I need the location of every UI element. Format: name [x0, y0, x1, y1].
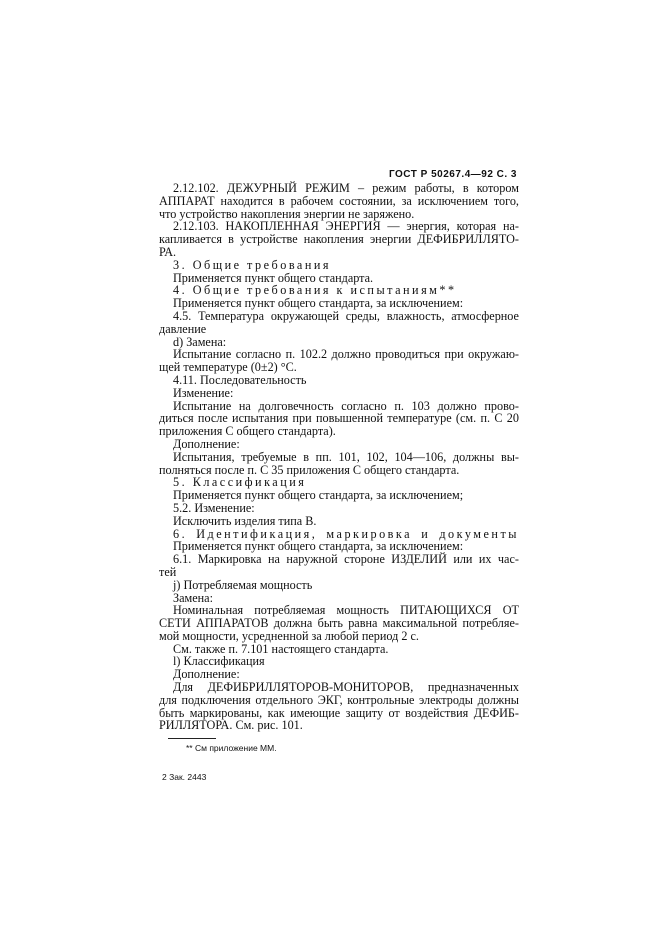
text-line: Исключить изделия типа В. — [173, 513, 317, 528]
word: ДЕФИБРИЛЛЯТОРОВ-МОНИТОРОВ, — [207, 680, 414, 695]
word: за — [401, 193, 412, 208]
word: ДЕФИБ- — [473, 705, 519, 720]
word: предназначенных — [427, 680, 519, 695]
word: имеющие — [290, 705, 341, 720]
word: в — [462, 181, 469, 195]
word: окружающей — [270, 308, 339, 323]
word: как — [267, 705, 285, 720]
word: 20 — [506, 411, 519, 426]
word: Испытание — [173, 347, 232, 362]
text-line: 5.2. Изменение: — [173, 500, 255, 515]
word: состоянии, — [339, 193, 396, 208]
word: диться — [159, 411, 194, 426]
word: исключением — [417, 193, 488, 208]
word: – — [358, 181, 365, 195]
word: отдельного — [255, 692, 314, 707]
footnote: ** См приложение ММ. — [186, 743, 277, 753]
text-line — [159, 553, 519, 566]
word: документы — [439, 526, 519, 541]
word: ДЕЖУРНЫЙ — [226, 181, 297, 195]
text-line: 3. Общие требования — [173, 257, 331, 272]
word: энергия, — [406, 219, 450, 234]
word: окружаю- — [468, 347, 519, 362]
word: быть — [159, 705, 185, 720]
word: влажность, — [386, 308, 445, 323]
word: при — [292, 411, 312, 426]
word: устройстве — [240, 232, 298, 247]
word: или — [453, 552, 473, 567]
text-line: давление — [159, 321, 207, 336]
text-line: щей температуре (0±2) °С. — [159, 360, 297, 375]
text-line: приложения С общего стандарта). — [159, 424, 336, 439]
word: на- — [502, 219, 519, 234]
text-line: Применяется пункт общего стандарта, за исключением: — [173, 296, 464, 311]
word: час- — [497, 552, 519, 567]
word: 102, — [366, 449, 388, 464]
order-number: 2 Зак. 2443 — [162, 772, 207, 782]
word: в — [278, 193, 285, 208]
text-line: l) Классификация — [173, 654, 265, 669]
word: требуемые — [241, 449, 297, 464]
word: ОТ — [502, 603, 519, 618]
text-line: Применяется пункт общего стандарта, за исключением: — [173, 539, 464, 554]
word: стороне — [344, 552, 385, 567]
word: должно — [331, 347, 371, 362]
word: и — [421, 526, 431, 541]
word: в — [228, 232, 234, 247]
word: СЕТИ — [159, 616, 191, 631]
text-line: тей — [159, 564, 177, 579]
text-line: Применяется пункт общего стандарта. — [173, 270, 374, 285]
text-line: j) Потребляемая мощность — [173, 577, 313, 592]
word: рабочем — [290, 193, 334, 208]
word: энергии — [369, 232, 412, 247]
word: температуре — [387, 411, 452, 426]
word: быть — [317, 616, 343, 631]
word: которая — [456, 219, 497, 234]
word: С — [494, 411, 503, 426]
text-line — [159, 195, 519, 208]
text-line: Дополнение: — [173, 667, 240, 682]
text-line: См. также п. 7.101 настоящего стандарта. — [173, 641, 389, 656]
text-line — [159, 233, 519, 246]
word: вы- — [500, 449, 519, 464]
word: капливается — [159, 232, 223, 247]
word: — — [387, 219, 400, 234]
word: их — [478, 552, 492, 567]
word: подключения — [181, 692, 251, 707]
text-line — [159, 681, 519, 694]
word: должны — [477, 692, 519, 707]
word: 4.5. — [173, 308, 192, 323]
word: п. — [285, 347, 296, 362]
word: ИЗДЕЛИЙ — [391, 552, 447, 567]
text-line — [159, 451, 519, 464]
word: потребляемая — [254, 603, 326, 618]
word: равна — [348, 616, 378, 631]
word: Маркировка — [197, 552, 262, 567]
word: от — [388, 705, 400, 720]
word: Для — [173, 680, 194, 695]
word: НАКОПЛЕННАЯ — [225, 219, 319, 234]
word: согласно — [235, 347, 282, 362]
word: 6.1. — [173, 552, 192, 567]
word: должно — [437, 398, 477, 413]
text-line: что устройство накопления энергии не заряжено. — [159, 206, 415, 221]
word: АППАРАТОВ — [196, 616, 269, 631]
text-line: Изменение: — [173, 385, 234, 400]
word: защиту — [345, 705, 384, 720]
text-line: РИЛЛЯТОРА. См. рис. 101. — [159, 718, 303, 733]
word: долговечность — [258, 398, 334, 413]
word: ДЕФИБРИЛЛЯТО- — [417, 232, 519, 247]
word: согласно — [341, 398, 387, 413]
text-line: мой мощности, усредненной за любой период 2 с. — [159, 628, 419, 643]
word: проводиться — [375, 347, 441, 362]
text-line — [159, 694, 519, 707]
word: электроды — [419, 692, 473, 707]
word: того, — [493, 193, 519, 208]
word: мощность — [336, 603, 389, 618]
word: атмосферное — [451, 308, 519, 323]
footnote-divider — [168, 738, 216, 739]
word: максимальной — [382, 616, 458, 631]
text-line — [159, 182, 519, 195]
word: котором — [476, 181, 519, 195]
word: 2.12.103. — [173, 219, 219, 234]
word: пп. — [315, 449, 332, 464]
text-line: полняться после п. С 35 приложения С общего стандарта. — [159, 462, 460, 477]
word: Идентификация, — [196, 526, 318, 541]
word: 103 — [411, 398, 430, 413]
word: п. — [394, 398, 404, 413]
text-line: Замена: — [173, 590, 213, 605]
word: после — [197, 411, 228, 426]
word: для — [159, 692, 177, 707]
word: контрольные — [347, 692, 415, 707]
word: находится — [220, 193, 274, 208]
text-line — [159, 310, 519, 323]
text-line: РА. — [159, 244, 177, 259]
word: испытания — [232, 411, 289, 426]
word: режим — [372, 181, 407, 195]
text-line: Дополнение: — [173, 436, 240, 451]
word: должны — [452, 449, 495, 464]
text-line — [159, 617, 519, 630]
word: накопления — [303, 232, 364, 247]
word: РЕЖИМ — [305, 181, 350, 195]
word: Температура — [198, 308, 265, 323]
word: 104—106, — [394, 449, 447, 464]
word: п. — [480, 411, 491, 426]
word: АППАРАТ — [159, 193, 215, 208]
text-line: 4. Общие требования к испытаниям** — [173, 283, 457, 298]
word: 2.12.102. — [173, 181, 219, 195]
text-line: 4.11. Последовательность — [173, 372, 307, 387]
word: маркировка — [326, 526, 413, 541]
word: должна — [273, 616, 313, 631]
document-body — [159, 182, 519, 732]
word: наружной — [286, 552, 338, 567]
page-header: ГОСТ Р 50267.4—92 С. 3 — [388, 169, 517, 180]
word: в — [303, 449, 309, 464]
word: прово- — [484, 398, 519, 413]
word: потребляе- — [462, 616, 519, 631]
word: повышенной — [315, 411, 383, 426]
word: работы, — [414, 181, 455, 195]
word: Испытание — [173, 398, 232, 413]
word: 6. — [173, 526, 188, 541]
word: 101, — [338, 449, 360, 464]
word: маркированы, — [189, 705, 263, 720]
text-line: Применяется пункт общего стандарта, за исключением; — [173, 488, 464, 503]
word: (см. — [455, 411, 477, 426]
text-line: d) Замена: — [173, 334, 227, 349]
word: при — [444, 347, 464, 362]
word: на — [267, 552, 280, 567]
word: среды, — [345, 308, 380, 323]
word: воздействия — [405, 705, 469, 720]
word: Номинальная — [173, 603, 244, 618]
word: 102.2 — [299, 347, 328, 362]
text-line: 5. Классификация — [173, 475, 307, 490]
word: ЭНЕРГИЯ — [325, 219, 381, 234]
word: на — [238, 398, 251, 413]
word: ЭКГ, — [317, 692, 343, 707]
word: ПИТАЮЩИХСЯ — [400, 603, 492, 618]
word: Испытания, — [173, 449, 235, 464]
